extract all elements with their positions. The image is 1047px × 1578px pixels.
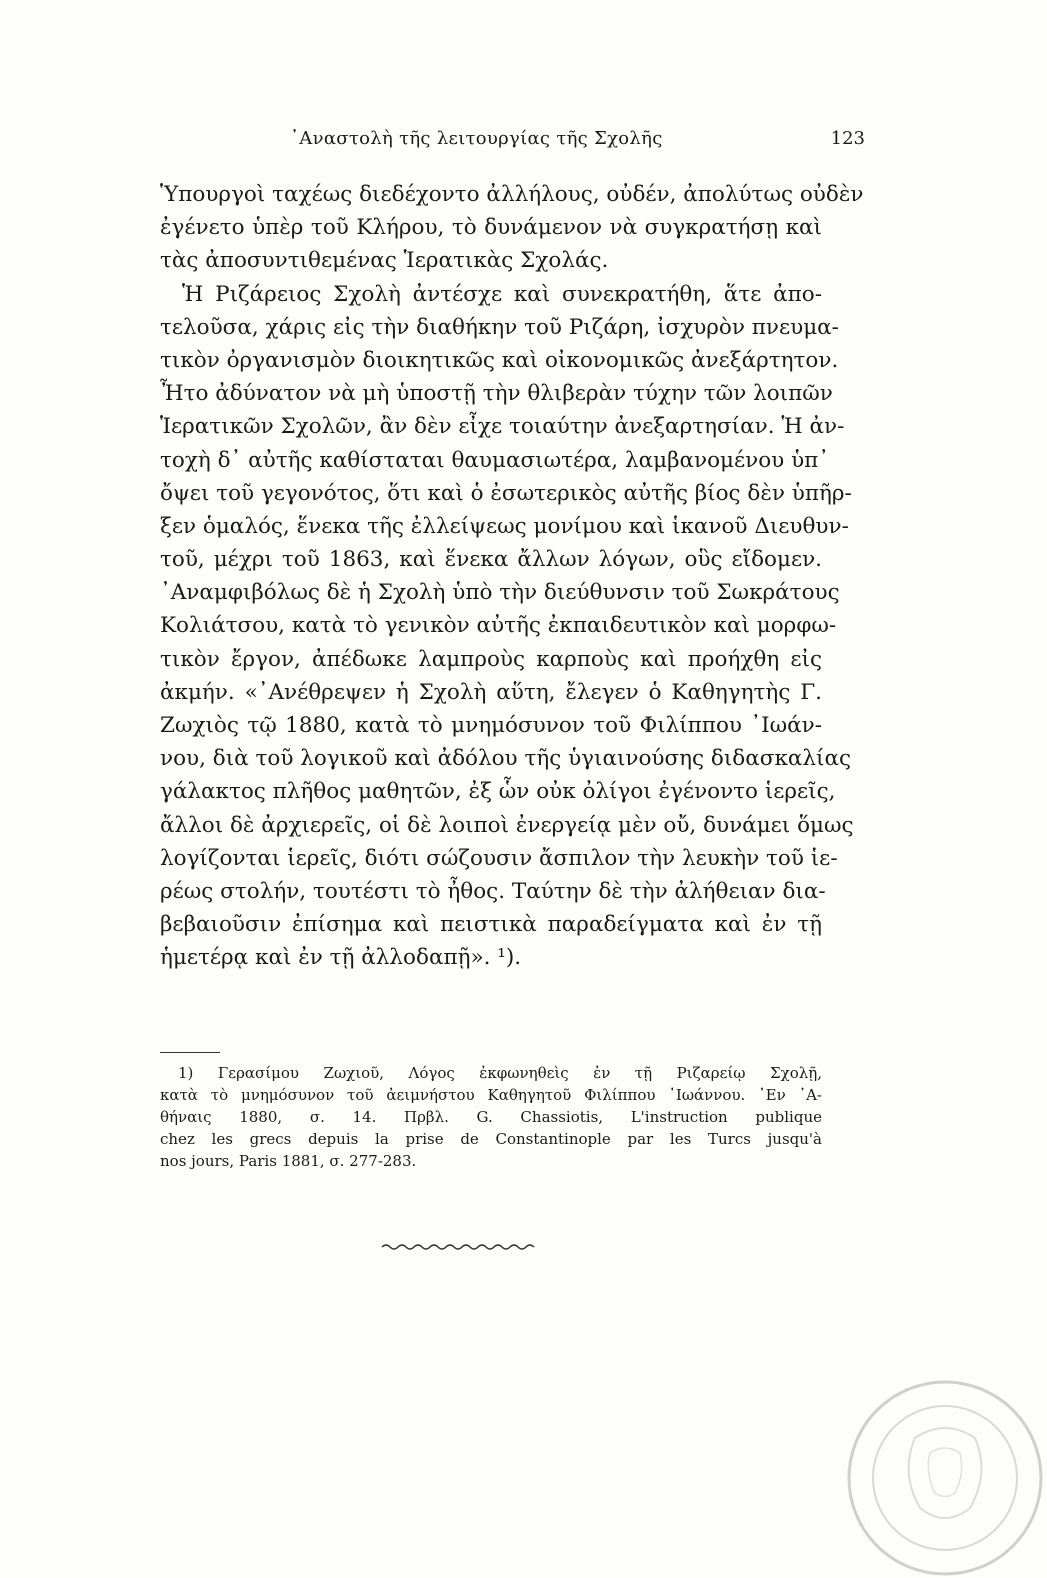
text-line: ρέως στολήν, τουτέστι τὸ ἦθος. Ταύτην δὲ τὴν ἀλήθειαν δια- — [160, 878, 826, 904]
footnote — [160, 1062, 822, 1172]
page-number: 123 — [830, 128, 865, 149]
text-line: γάλακτος πλῆθος μαθητῶν, ἐξ ὧν οὐκ ὀλίγοι ἐγένοντο ἱερεῖς, — [160, 779, 836, 805]
text-line: τικὸν ἔργον, ἀπέδωκε λαμπροὺς καρποὺς καὶ προήχθη εἰς — [160, 646, 822, 672]
text-line: βεβαιοῦσιν ἐπίσημα καὶ πειστικὰ παραδείγματα καὶ ἐν τῇ — [160, 912, 822, 938]
text-line: ξεν ὁμαλός, ἕνεκα τῆς ἐλλείψεως μονίμου καὶ ἱκανοῦ Διευθυν- — [160, 513, 849, 539]
footnote-line: 1) Γερασίμου Ζωχιοῦ, Λόγος ἐκφωνηθεὶς ἐν τῇ Ριζαρείῳ Σχολῇ, — [178, 1064, 822, 1082]
text-line: ἡμετέρᾳ καὶ ἐν τῇ ἀλλοδαπῇ». ¹). — [160, 945, 522, 971]
text-line: Ἡ Ριζάρειος Σχολὴ ἀντέσχε καὶ συνεκρατήθη, ἅτε ἀπο- — [182, 281, 822, 307]
text-line: ὄψει τοῦ γεγονότος, ὅτι καὶ ὁ ἐσωτερικὸς αὐτῆς βίος δὲν ὑπῆρ- — [160, 480, 852, 506]
text-line: τὰς ἀποσυντιθεμένας Ἱερατικὰς Σχολάς. — [160, 248, 609, 274]
text-line: Ζωχιὸς τῷ 1880, κατὰ τὸ μνημόσυνον τοῦ Φιλίππου ᾿Ιωάν- — [160, 713, 822, 738]
text-line: τοῦ, μέχρι τοῦ 1863, καὶ ἕνεκα ἄλλων λόγων, οὓς εἴδομεν. — [160, 547, 822, 573]
text-line: τελοῦσα, χάρις εἰς τὴν διαθήκην τοῦ Ριζάρη, ἰσχυρὸν πνευμα- — [160, 314, 839, 340]
text-line: ἐγένετο ὑπὲρ τοῦ Κλήρου, τὸ δυνάμενον νὰ συγκρατήσῃ καὶ — [160, 215, 822, 241]
library-seal-watermark — [845, 1378, 1045, 1578]
text-line: Κολιάτσου, κατὰ τὸ γενικὸν αὐτῆς ἐκπαιδευτικὸν καὶ μορφω- — [160, 613, 837, 639]
text-line: λογίζονται ἱερεῖς, διότι σώζουσιν ἄσπιλον τὴν λευκὴν τοῦ ἱε- — [160, 845, 838, 871]
footnote-line: nos jours, Paris 1881, σ. 277-283. — [160, 1152, 417, 1170]
body-text — [160, 178, 864, 975]
footnote-rule — [160, 1052, 220, 1053]
footnote-line: κατὰ τὸ μνημόσυνον τοῦ ἀειμνήστου Καθηγητοῦ Φιλίππου ᾿Ιωάννου. ᾿Εν ᾿Α- — [160, 1086, 822, 1104]
running-title: ᾿Αναστολὴ τῆς λειτουργίας τῆς Σχολῆς — [290, 128, 663, 149]
text-line: τικὸν ὀργανισμὸν διοικητικῶς καὶ οἰκονομικῶς ἀνεξάρτητον. — [160, 347, 839, 373]
page-header — [160, 128, 865, 158]
text-line: τοχὴ δ᾿ αὐτῆς καθίσταται θαυμασιωτέρα, λαμβανομένου ὑπ᾿ — [160, 447, 830, 473]
text-line: Ἱερατικῶν Σχολῶν, ἂν δὲν εἶχε τοιαύτην ἀνεξαρτησίαν. Ἡ ἀν- — [160, 414, 845, 440]
text-line: Ὑπουργοὶ ταχέως διεδέχοντο ἀλλήλους, οὐδέν, ἀπολύτως οὐδὲν — [160, 182, 864, 207]
text-line: ἄλλοι δὲ ἀρχιερεῖς, οἱ δὲ λοιποὶ ἐνεργείᾳ μὲν οὔ, δυνάμει ὅμως — [160, 812, 854, 838]
text-line: ἀκμήν. «᾿Ανέθρεψεν ἡ Σχολὴ αὕτη, ἔλεγεν ὁ Καθηγητὴς Γ. — [160, 679, 822, 705]
text-line: ᾿Αναμφιβόλως δὲ ἡ Σχολὴ ὑπὸ τὴν διεύθυνσιν τοῦ Σωκράτους — [160, 580, 840, 606]
footnote-line: θήναις 1880, σ. 14. Πρβλ. G. Chassiotis, L'instruction publique — [160, 1108, 822, 1126]
footnote-line: chez les grecs depuis la prise de Constantinople par les Turcs jusqu'à — [160, 1130, 822, 1148]
ornament-divider — [380, 1240, 540, 1254]
text-line: νου, διὰ τοῦ λογικοῦ καὶ ἀδόλου τῆς ὑγιαινούσης διδασκαλίας — [160, 746, 852, 772]
text-line: Ἦτο ἀδύνατον νὰ μὴ ὑποστῇ τὴν θλιβερὰν τύχην τῶν λοιπῶν — [160, 381, 833, 407]
